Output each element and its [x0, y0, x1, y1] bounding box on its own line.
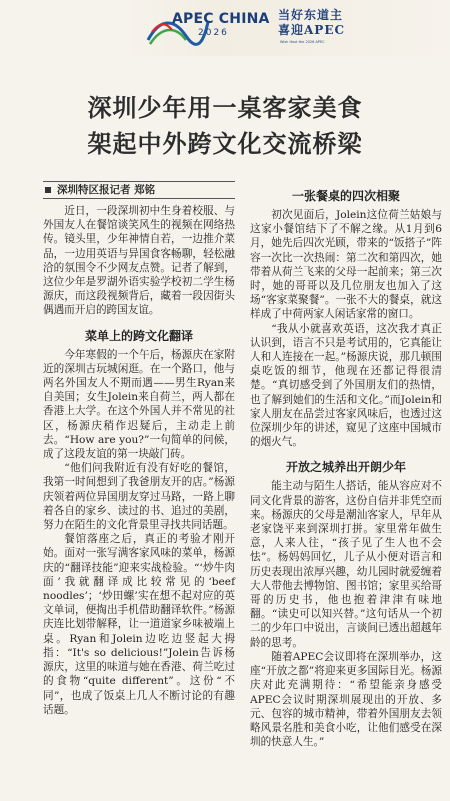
- headline-line-2: 架起中外跨文化交流桥梁: [87, 130, 363, 158]
- paragraph: 今年寒假的一个午后，杨源庆在家附近的深圳古玩城闲逛。在一个路口，他与两名外国友人不期而遇——男生Ryan来自美国；女生Jolein来自荷兰，两人都在香港上大学。在这个外国人并不常见的社区，杨源庆稍作迟疑后，主动走上前去。“How are you?”一句简单的问候，成了这段友谊的第一块敲门砖。: [43, 348, 235, 461]
- subhead-four-gatherings: 一张餐桌的四次相聚: [291, 189, 400, 203]
- paragraph: 初次见面后，Jolein这位荷兰姑娘与这家小餐馆结下了不解之缘。从1月到6月，她先后四次光顾，带来的“饭搭子”阵容一次比一次热闹：第二次和第四次，她带着从荷兰飞来的父母一起前来；第三次时，她的哥哥以及几位朋友也加入了这场“客家菜聚餐”。一张不大的餐桌，就这样成了中荷两家人闲话家常的窗口。: [250, 209, 442, 321]
- slogan-en: Wish Host the 2026 APEC: [280, 40, 325, 44]
- paragraph: 近日，一段深圳初中生身着校服、与外国友人在餐馆谈笑风生的视频在网络热传。镜头里，少年神情自若，一边推介菜品，一边用英语与异国食客畅聊，轻松融洽的氛围令不少网友点赞。记者了解到，这位少年是罗湖外语实验学校初二学生杨源庆，而这段视频背后，藏着一段因街头偶遇而开启的跨国友谊。: [43, 205, 235, 317]
- apec-title: APEC CHINA: [172, 11, 270, 27]
- paragraph: 能主动与陌生人搭话，能从容应对不同文化背景的游客，这份自信并非凭空而来。杨源庆的父母是潮汕客家人，早年从老家饶平来到深圳打拼。家里常年做生意，人来人往，“孩子见了生人也不会怯”。杨妈妈回忆，儿子从小便对语言和历史表现出浓厚兴趣，幼儿园时就爱缠着大人带他去博物馆、图书馆；家里买给哥哥的历史书，他也抱着津津有味地翻。“读史可以知兴替。”这句话从一个初二的少年口中说出，言谈间已透出超越年龄的思考。: [250, 480, 442, 649]
- paragraph: 随着APEC会议即将在深圳举办，这座“开放之都”将迎来更多国际目光。杨源庆对此充满期待：“希望能亲身感受APEC会议时期深圳展现出的开放、多元、包容的城市精神，带着外国朋友去领略风景名胜和美食小吃，让他们感受在深圳的快意人生。”: [250, 650, 442, 749]
- byline-square-icon: [45, 187, 51, 193]
- subhead-menu-translation: 菜单上的跨文化翻译: [84, 328, 193, 343]
- paragraph: “他们问我附近有没有好吃的餐馆，我第一时间想到了我爸朋友开的店。”杨源庆领着两位异国朋友穿过马路，一路上聊着各自的家乡、读过的书、追过的美剧，努力在陌生的文化背景里寻找共同话题。: [43, 462, 235, 532]
- apec-year: 2026: [198, 28, 229, 38]
- headline-line-1: 深圳少年用一桌客家美食: [87, 94, 363, 122]
- byline-text: 深圳特区报记者 郑铭: [57, 184, 156, 196]
- apec-banner: [0, 0, 450, 56]
- slogan-cn: 当好东道主 喜迎APEC: [278, 8, 346, 37]
- left-column: [43, 204, 235, 717]
- right-column: [250, 184, 442, 749]
- paragraph: “我从小就喜欢英语，这次我才真正认识到，语言不只是考试用的，它真能让人和人连接在一起。”杨源庆说，那几顿围桌吃饭的细节，他现在还都记得很清楚。“真切感受到了外国朋友们的热情，也了解到她们的生活和文化。”而Jolein和家人朋友在品尝过客家风味后，也透过这位深圳少年的讲述，窥见了这座中国城市的烟火气。: [250, 322, 442, 449]
- byline: [43, 181, 235, 199]
- paragraph: 餐馆落座之后，真正的考验才刚开始。面对一张写满客家风味的菜单，杨源庆的“翻译技能”迎来实战检验。“‘炒牛肉面’我就翻译成比较常见的‘beef noodles’；‘炒田螺’实在想不起对应的英文单词，便掏出手机借助翻译软件。”杨源庆连比划带解释，让一道道家乡味被端上桌。Ryan和Jolein边吃边竖起大拇指：“It's so delicious!”Jolein告诉杨源庆，这里的味道与她在香港、荷兰吃过的食物“quite different”。这份“不同”，也成了饭桌上几人不断讨论的有趣话题。: [43, 533, 235, 716]
- subhead-open-city: 开放之城养出开朗少年: [285, 460, 406, 475]
